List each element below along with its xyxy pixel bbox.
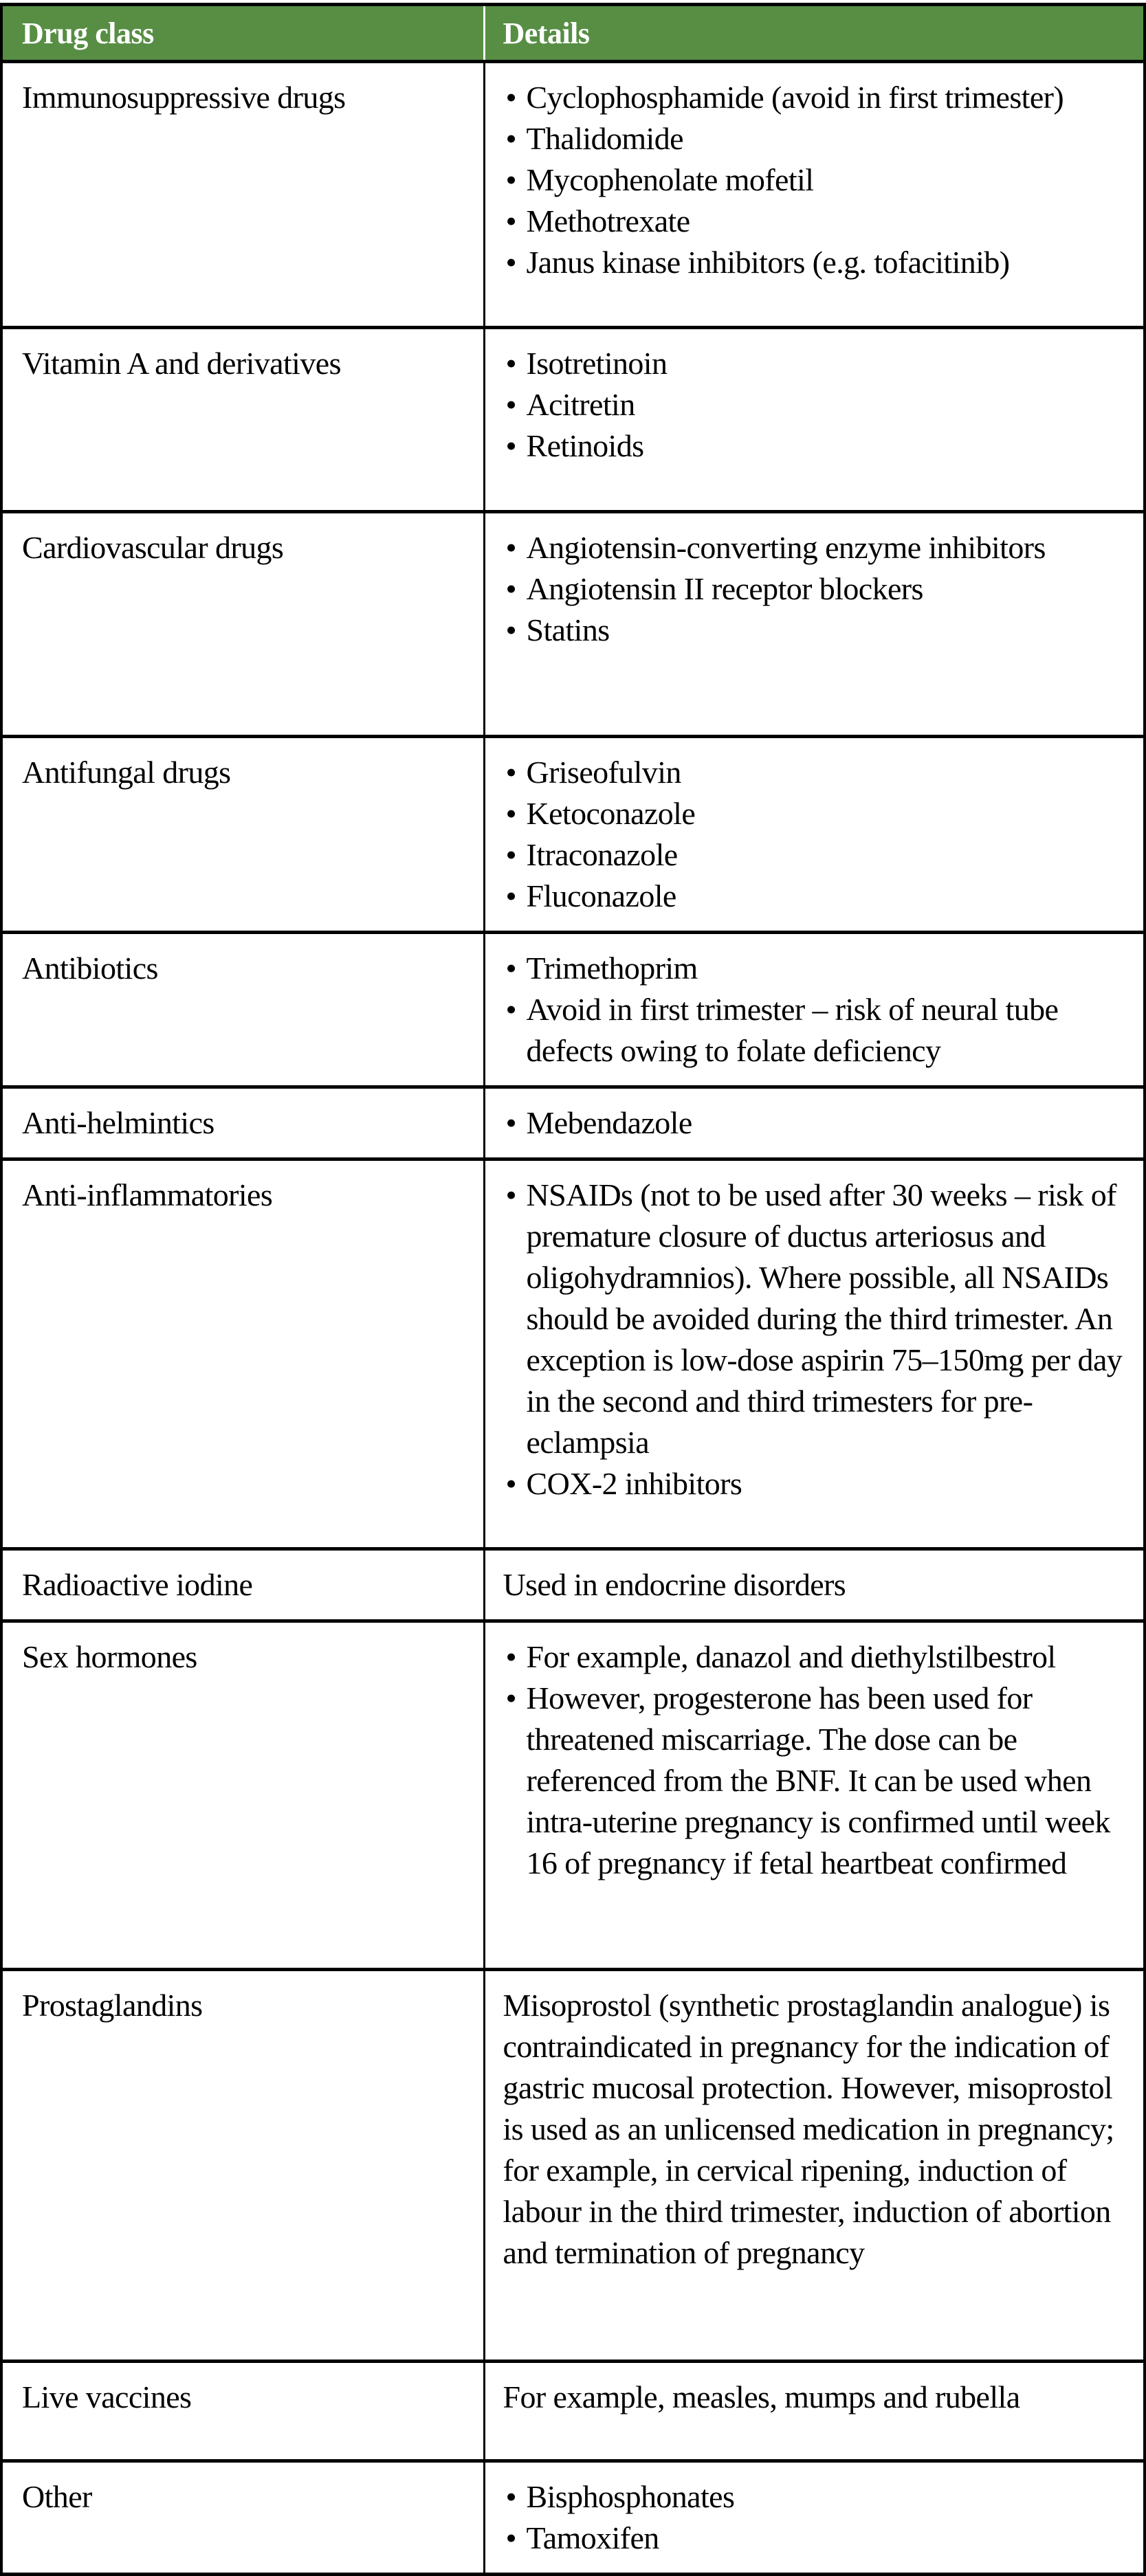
drug-class-cell: Antibiotics — [1, 933, 484, 1087]
details-cell — [484, 1970, 1145, 2362]
details-cell — [484, 2461, 1145, 2575]
list-item: • Statins — [503, 610, 1130, 651]
details-text: Used in endocrine disorders — [503, 1567, 846, 1602]
drug-class-cell: Immunosuppressive drugs — [1, 62, 484, 328]
table-header-row — [1, 5, 1145, 62]
list-item: • Acitretin — [503, 384, 1130, 425]
details-cell — [484, 1549, 1145, 1621]
list-item: • Retinoids — [503, 425, 1130, 467]
drug-class-cell: Other — [1, 2461, 484, 2575]
details-list — [503, 752, 1130, 917]
list-item: • Methotrexate — [503, 201, 1130, 242]
list-item: • Angiotensin II receptor blockers — [503, 568, 1130, 610]
details-cell — [484, 1621, 1145, 1970]
details-cell — [484, 1087, 1145, 1159]
list-item: • Itraconazole — [503, 834, 1130, 876]
details-cell — [484, 1159, 1145, 1549]
details-list — [503, 343, 1130, 467]
drug-class-table — [0, 3, 1146, 2576]
list-item: • NSAIDs (not to be used after 30 weeks – risk of premature closure of ductus arteriosus and oligohydramnios). Where possible, all NSAIDs should be avoided during the third trimester. An exception is low-dose aspirin 75–150mg per day in the second and third trimesters for pre-eclampsia — [503, 1175, 1130, 1463]
list-item: • Ketoconazole — [503, 793, 1130, 834]
table-row — [1, 1621, 1145, 1970]
drug-class-cell: Anti-helmintics — [1, 1087, 484, 1159]
list-item: • Janus kinase inhibitors (e.g. tofacitinib) — [503, 242, 1130, 283]
details-cell — [484, 328, 1145, 512]
drug-class-cell: Prostaglandins — [1, 1970, 484, 2362]
details-text: Misoprostol (synthetic prostaglandin analogue) is contraindicated in pregnancy for the indication of gastric mucosal protection. However, misoprostol is used as an unlicensed medication in pregnancy; for example, in cervical ripening, induction of labour in the third trimester, induction of abortion and termination of pregnancy — [503, 1988, 1114, 2270]
details-text: For example, measles, mumps and rubella — [503, 2379, 1020, 2414]
column-header-drug-class: Drug class — [1, 5, 484, 62]
table-row — [1, 1159, 1145, 1549]
column-header-details: Details — [484, 5, 1145, 62]
list-item: • For example, danazol and diethylstilbestrol — [503, 1636, 1130, 1678]
details-cell — [484, 62, 1145, 328]
table-row — [1, 512, 1145, 737]
drug-class-cell: Cardiovascular drugs — [1, 512, 484, 737]
list-item: • Bisphosphonates — [503, 2476, 1130, 2518]
list-item: • Fluconazole — [503, 876, 1130, 917]
drug-class-cell: Antifungal drugs — [1, 737, 484, 933]
list-item: • Mycophenolate mofetil — [503, 159, 1130, 201]
list-item: • Cyclophosphamide (avoid in first trimester) — [503, 77, 1130, 118]
details-list — [503, 77, 1130, 283]
details-list — [503, 527, 1130, 651]
table-row — [1, 1549, 1145, 1621]
list-item: • COX-2 inhibitors — [503, 1463, 1130, 1504]
drug-class-cell: Vitamin A and derivatives — [1, 328, 484, 512]
table-row — [1, 328, 1145, 512]
drug-class-cell: Radioactive iodine — [1, 1549, 484, 1621]
details-list — [503, 1636, 1130, 1884]
list-item: • Avoid in first trimester – risk of neural tube defects owing to folate deficiency — [503, 989, 1130, 1072]
list-item: • Trimethoprim — [503, 948, 1130, 989]
details-cell — [484, 2362, 1145, 2461]
list-item: • Thalidomide — [503, 118, 1130, 159]
table-row — [1, 62, 1145, 328]
drug-class-cell: Anti-inflammatories — [1, 1159, 484, 1549]
list-item: • Griseofulvin — [503, 752, 1130, 793]
list-item: • Tamoxifen — [503, 2518, 1130, 2559]
details-list — [503, 1175, 1130, 1504]
table-row — [1, 1087, 1145, 1159]
details-cell — [484, 737, 1145, 933]
table-row — [1, 2461, 1145, 2575]
details-list — [503, 1102, 1130, 1144]
details-cell — [484, 933, 1145, 1087]
table-row — [1, 737, 1145, 933]
drug-class-cell: Live vaccines — [1, 2362, 484, 2461]
drug-class-cell: Sex hormones — [1, 1621, 484, 1970]
details-list — [503, 2476, 1130, 2559]
table-row — [1, 933, 1145, 1087]
table-row — [1, 2362, 1145, 2461]
list-item: • Isotretinoin — [503, 343, 1130, 384]
list-item: • Mebendazole — [503, 1102, 1130, 1144]
table-row — [1, 1970, 1145, 2362]
list-item: • Angiotensin-converting enzyme inhibitors — [503, 527, 1130, 568]
details-cell — [484, 512, 1145, 737]
details-list — [503, 948, 1130, 1072]
list-item: • However, progesterone has been used for threatened miscarriage. The dose can be referenced from the BNF. It can be used when intra-uterine pregnancy is confirmed until week 16 of pregnancy if fetal heartbeat confirmed — [503, 1678, 1130, 1884]
